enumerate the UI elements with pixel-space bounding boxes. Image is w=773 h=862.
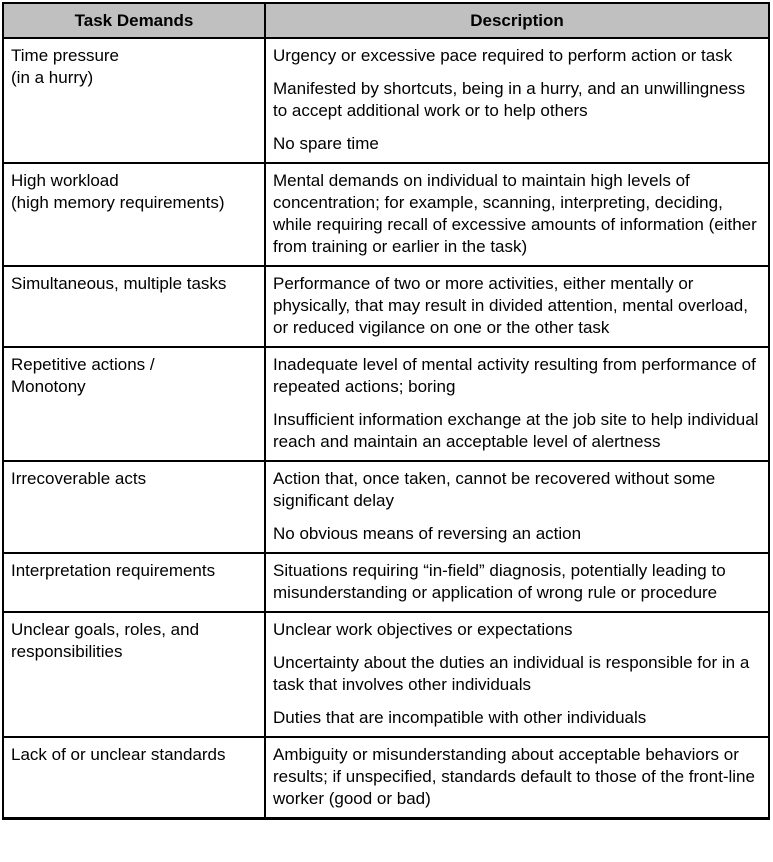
description-paragraph: Manifested by shortcuts, being in a hurry, and an unwillingness to accept additional work or to help others	[273, 79, 746, 120]
task-demand-cell	[3, 553, 265, 612]
description-paragraph: Action that, once taken, cannot be recovered without some significant delay	[273, 469, 716, 510]
description-paragraph: Performance of two or more activities, either mentally or physically, that may result in divided attention, mental overload, or reduced vigilance on one or the other task	[273, 274, 748, 337]
description-cell	[265, 163, 769, 266]
task-demand-cell	[3, 38, 265, 163]
header-row	[3, 3, 769, 38]
task-demand-cell	[3, 737, 265, 819]
column-header-description: Description	[265, 3, 769, 38]
description-cell	[265, 553, 769, 612]
task-demand-line: Simultaneous, multiple tasks	[11, 274, 227, 293]
table-row	[3, 266, 769, 347]
task-demand-line: Time pressure	[11, 46, 120, 65]
description-paragraph: Situations requiring “in-field” diagnosis, potentially leading to misunderstanding or application of wrong rule or procedure	[273, 561, 726, 602]
table-row	[3, 737, 769, 819]
description-paragraph: Urgency or excessive pace required to perform action or task	[273, 46, 733, 65]
description-paragraph: Inadequate level of mental activity resulting from performance of repeated actions; boring	[273, 355, 756, 396]
description-paragraph: No obvious means of reversing an action	[273, 524, 582, 543]
task-demand-line: Repetitive actions /	[11, 355, 155, 374]
task-demands-table	[2, 2, 770, 820]
task-demand-line: Irrecoverable acts	[11, 469, 147, 488]
task-demand-line: Monotony	[11, 377, 86, 396]
description-paragraph: Insufficient information exchange at the job site to help individual reach and maintain an acceptable level of alertness	[273, 410, 759, 451]
description-paragraph: Mental demands on individual to maintain high levels of concentration; for example, scanning, interpreting, deciding, while requiring recall of excessive amounts of information (either from training or earlier in the task)	[273, 171, 757, 256]
table-row	[3, 553, 769, 612]
task-demand-line: Interpretation requirements	[11, 561, 216, 580]
task-demand-cell	[3, 347, 265, 461]
task-demand-line: responsibilities	[11, 642, 123, 661]
task-demand-line: Unclear goals, roles, and	[11, 620, 200, 639]
table-row	[3, 347, 769, 461]
task-demand-line: High workload	[11, 171, 119, 190]
description-cell	[265, 461, 769, 553]
description-cell	[265, 737, 769, 819]
description-paragraph: Unclear work objectives or expectations	[273, 620, 573, 639]
description-cell	[265, 266, 769, 347]
description-paragraph: Duties that are incompatible with other individuals	[273, 708, 647, 727]
table-body	[3, 38, 769, 819]
task-demand-cell	[3, 266, 265, 347]
table-row	[3, 612, 769, 737]
description-paragraph: Ambiguity or misunderstanding about acceptable behaviors or results; if unspecified, standards default to those of the front-line worker (good or bad)	[273, 745, 755, 808]
description-cell	[265, 612, 769, 737]
task-demand-line: (in a hurry)	[11, 68, 94, 87]
description-paragraph: No spare time	[273, 134, 379, 153]
table-row	[3, 163, 769, 266]
column-header-task-demands: Task Demands	[3, 3, 265, 38]
task-demand-cell	[3, 461, 265, 553]
table-row	[3, 461, 769, 553]
task-demand-line: (high memory requirements)	[11, 193, 225, 212]
description-paragraph: Uncertainty about the duties an individual is responsible for in a task that involves other individuals	[273, 653, 750, 694]
task-demand-cell	[3, 163, 265, 266]
table-row	[3, 38, 769, 163]
description-cell	[265, 38, 769, 163]
task-demand-cell	[3, 612, 265, 737]
description-cell	[265, 347, 769, 461]
task-demand-line: Lack of or unclear standards	[11, 745, 226, 764]
